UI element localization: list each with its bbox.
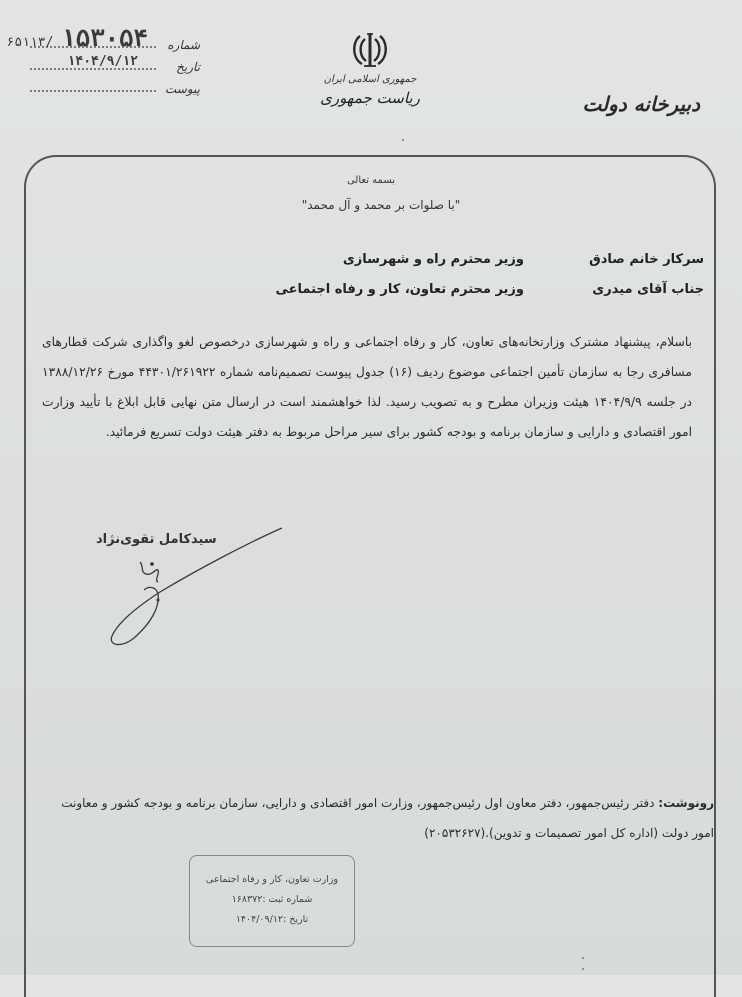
attachment-label: پیوست [165, 82, 200, 96]
cc-text: دفتر رئیس‌جمهور، دفتر معاون اول رئیس‌جمهور، وزارت امور اقتصادی و دارایی، سازمان برنامه و بودجه کشور و معاونت امور دولت (اداره کل امور تصمیمات و تدوین).(۲۰۵۳۲۶۲۷) [61, 796, 714, 840]
recipient-name: سرکار خانم صادق [589, 251, 704, 267]
recipient-row [264, 274, 704, 304]
cc-label: رونوشت: [658, 796, 714, 810]
signer-name: سیدکامل تقوی‌نژاد [96, 532, 217, 547]
bismillah: بسمه تعالی [346, 175, 396, 186]
stamp-reg-number: شماره ثبت :۱۶۸۳۷۲ [231, 894, 313, 905]
registration-stamp [189, 855, 355, 947]
number-prefix: ۶۵۱۱۳/ [6, 35, 54, 50]
stamp-org: وزارت تعاون، کار و رفاه اجتماعی [205, 874, 339, 885]
number-main: ۱۵۳۰۵۴ [61, 24, 148, 52]
date-label: تاریخ [176, 60, 200, 74]
letter-meta [6, 24, 200, 96]
iran-emblem-icon [348, 30, 392, 70]
handwritten-signature-icon [100, 520, 290, 655]
recipient-row [264, 244, 704, 274]
letter-body: باسلام، پیشنهاد مشترک وزارتخانه‌های تعاون، کار و رفاه اجتماعی و راه و شهرسازی درخصوص لغو واگذاری شرکت قطارهای مسافری رجا به سازمان تأمین اجتماعی موضوع ردیف (۱۶) جدول پیوست تصمیم‌نامه شماره ۴۴۳۰۱/۲۶۱۹۲۲ مورخ ۱۳۸۸/۱۲/۲۶ در جلسه ۱۴۰۴/۹/۹ هیئت وزیران مطرح و به تصویب رسید. لذا خواهشمند است در ارسال متن نهایی قابل ابلاغ با تأیید وزارت امور اقتصادی و دارایی و سازمان برنامه و بودجه کشور برای سیر مراحل مربوط به دفتر هیئت دولت تسریع فرمائید. [42, 335, 692, 439]
presidency-title: ریاست جمهوری [320, 89, 420, 107]
emblem-block [320, 30, 420, 107]
number-row [6, 24, 200, 52]
attachment-dots [30, 80, 156, 92]
recipient-title: وزیر محترم تعاون، کار و رفاه اجتماعی [275, 281, 524, 297]
paper-speck [402, 139, 404, 141]
recipients [264, 244, 704, 304]
stamp-date: تاریخ :۱۴۰۴/۰۹/۱۲ [235, 914, 309, 925]
letter-number [7, 24, 149, 52]
salawat: "با صلوات بر محمد و آل محمد" [301, 198, 461, 212]
number-label: شماره [167, 38, 200, 52]
recipient-name: جناب آقای میدری [592, 281, 704, 297]
secretariat-title: دبیرخانه دولت [582, 92, 700, 116]
cc-block [42, 788, 714, 848]
letter-date: ۱۴۰۴/۹/۱۲ [67, 54, 138, 69]
country-name: جمهوری اسلامی ایران [323, 74, 417, 85]
date-row [30, 52, 200, 74]
attachment-row [30, 74, 200, 96]
paper-speck [582, 968, 584, 970]
recipient-title: وزیر محترم راه و شهرسازی [342, 251, 524, 267]
paper-speck [582, 957, 584, 959]
